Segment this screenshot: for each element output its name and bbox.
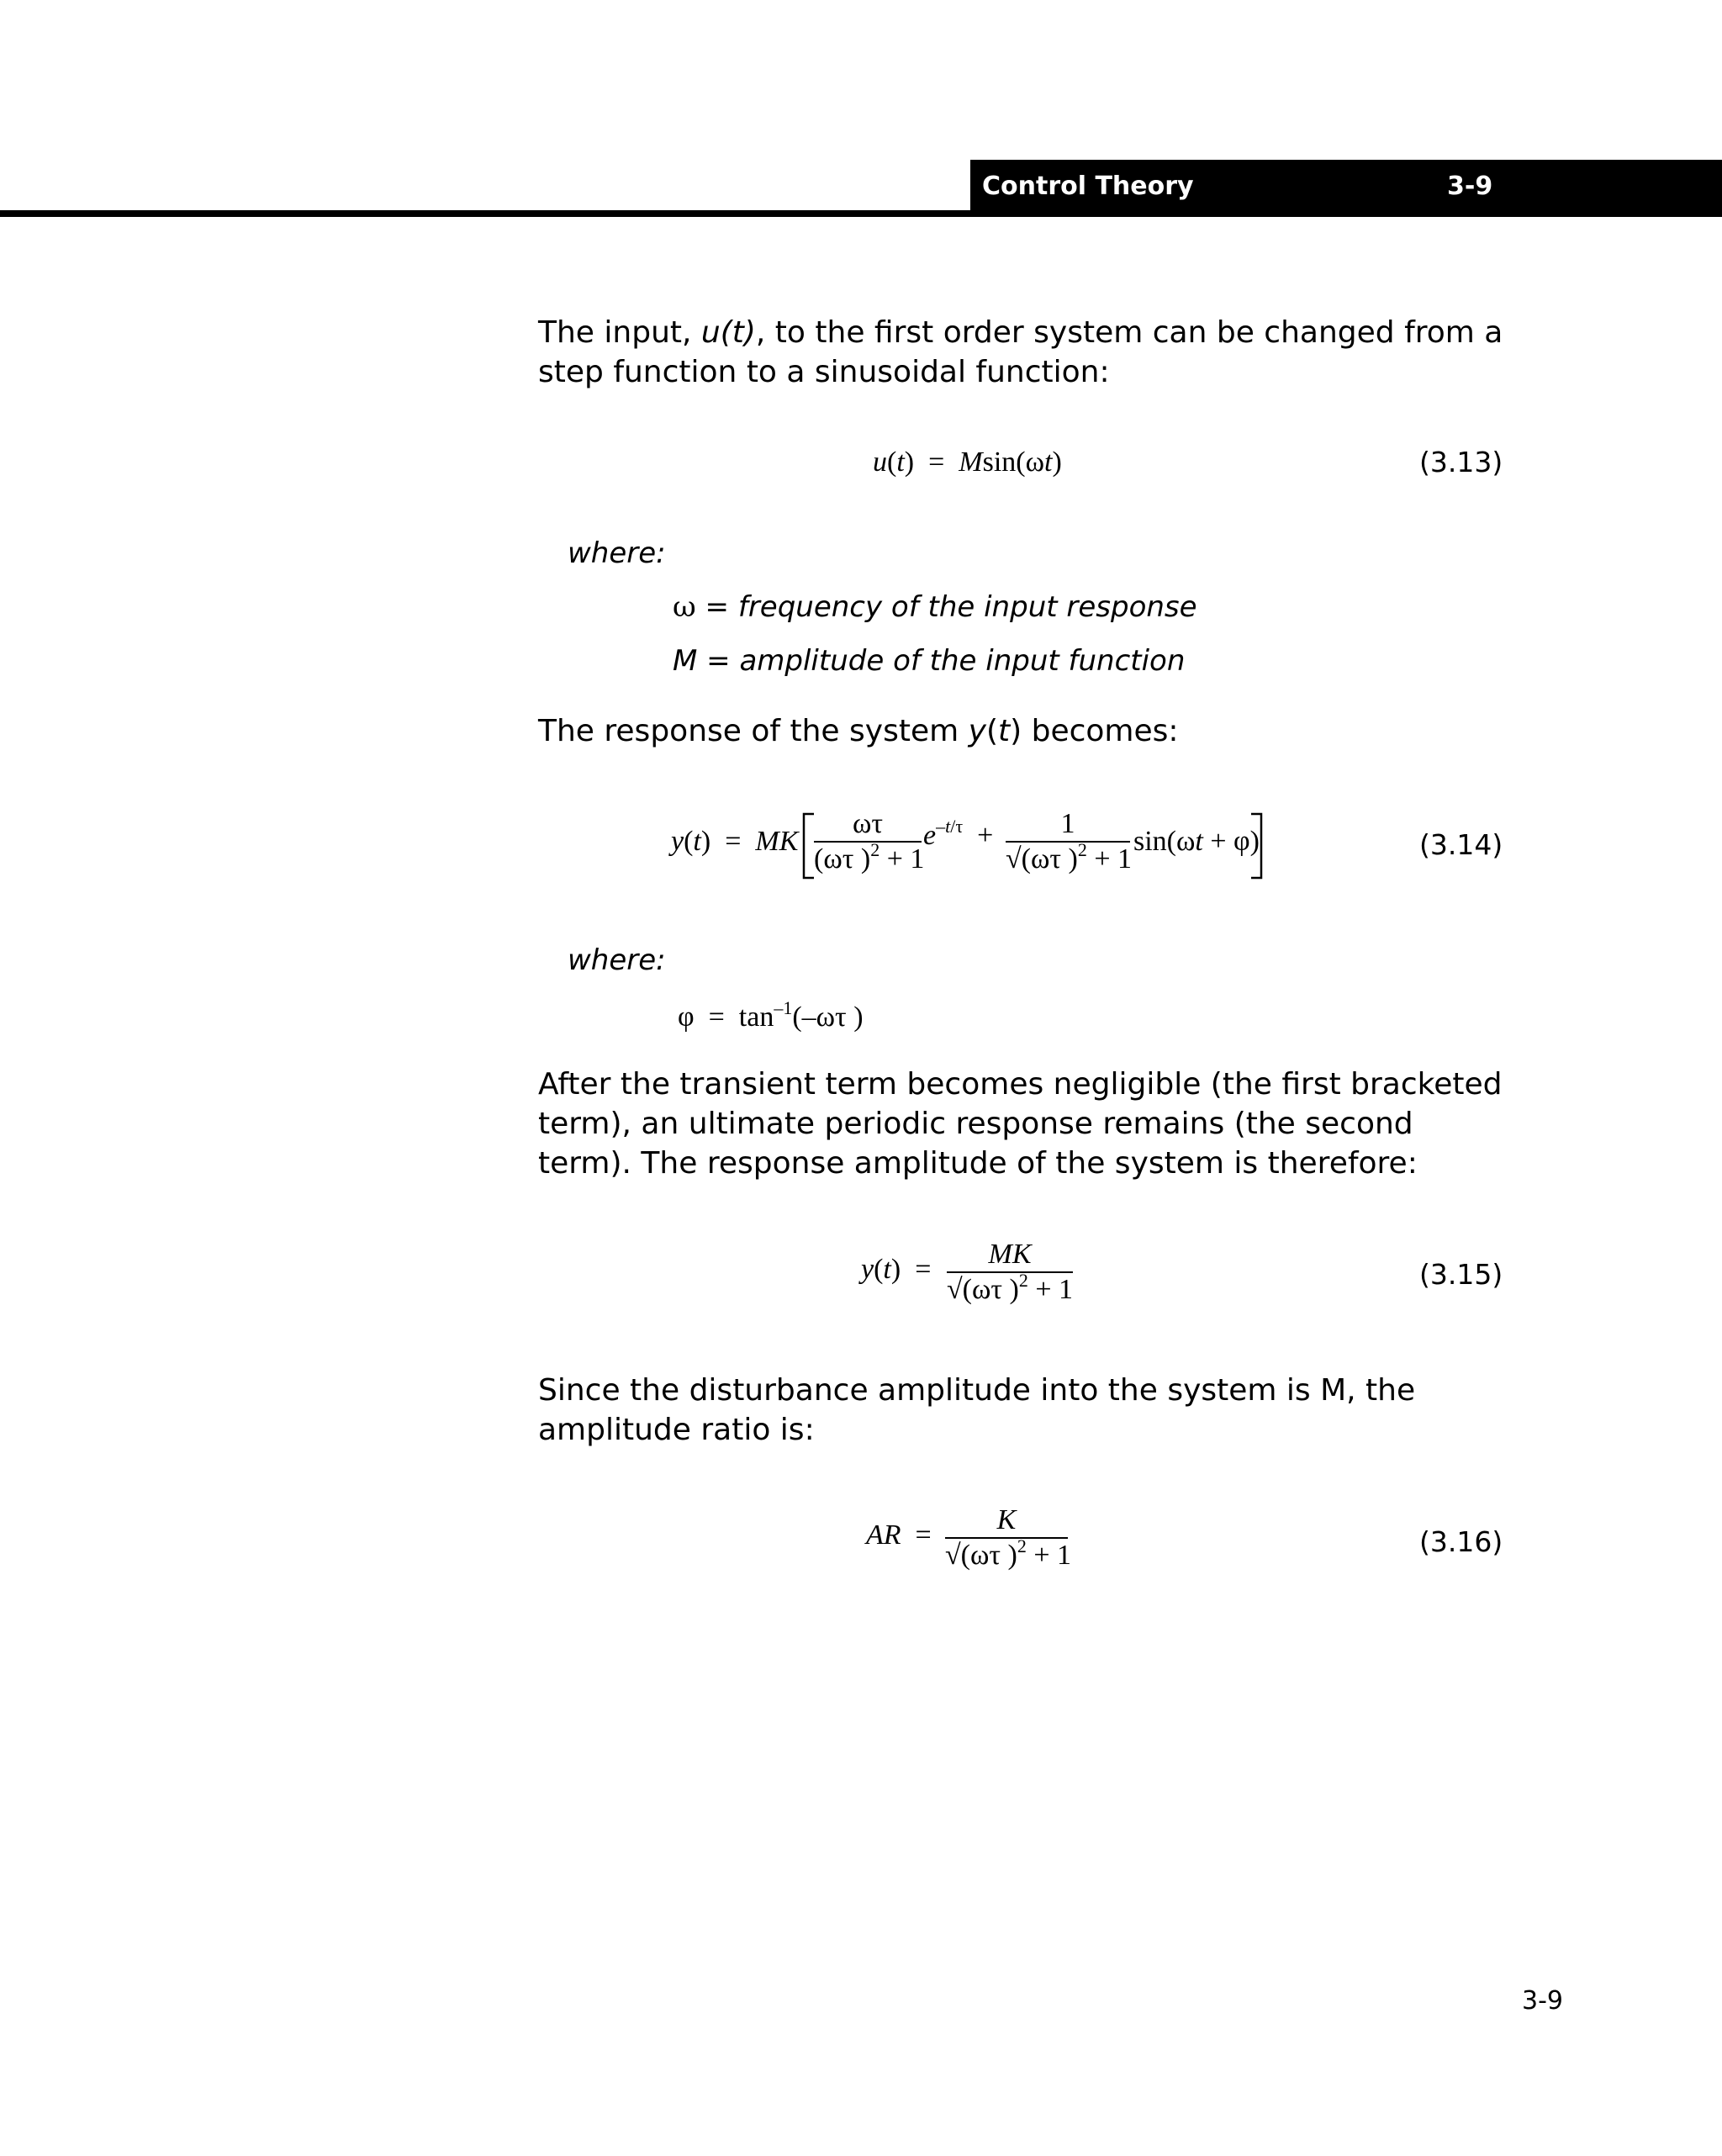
text-y: y [968, 714, 986, 748]
text: The response of the system [538, 714, 969, 748]
document-page: Control Theory 3-9 The input, u(t), to the first order system can be changed from a step function to a sinusoidal function: u(t) = Msin(ωt) (3.13) where: ω = frequency of the input response M = amplitude of the input function The response of the system y(t) becomes: y(t) = MK ωτ (ωτ )$^2$ + 1 $e^{-t/\tau}$ + 1 √(ωτ )$^2$ + 1 sin(ωt + φ) (3.14) where: $\varphi = \tan^{-1}(-\omega\tau$ ) After the transient term becomes negligible (the first bracketed term), an ultimate periodic response remains (the second term). The response amplitude of the system is therefore: y(t) = MK √(ωτ )$^2$ + 1 (3.15) Since the disturbance amplitude into the system is M, the amplitude ratio is: AR = K √(ωτ )$^2$ + 1 (3.16) 3-9 [0, 0, 1722, 2156]
equation-number-3-13: (3.13) [1419, 446, 1503, 478]
definition-omega [673, 590, 1197, 624]
right-bracket [1248, 812, 1265, 880]
text: ( [985, 714, 998, 748]
paragraph-transient: After the transient term becomes negligible (the first bracketed term), an ultimate periodic response remains (the second term). The response amplitude of the system is therefore: [538, 1067, 1503, 1181]
footer-page-number: 3-9 [1522, 1986, 1563, 2016]
header-page-number: 3-9 [1447, 172, 1493, 201]
definition-m [673, 644, 1185, 678]
text-u-of-t: u(t) [700, 315, 756, 350]
text-t: t [997, 714, 1011, 748]
equation-number-3-16: (3.16) [1419, 1525, 1503, 1558]
equation-number-3-15: (3.15) [1419, 1258, 1503, 1291]
text: The input, [538, 315, 701, 350]
omega-symbol: ω [673, 590, 696, 624]
text: ) becomes: [1010, 714, 1179, 748]
header-title: Control Theory [982, 172, 1194, 201]
equation-3-13: u(t) = Msin(ωt) [873, 447, 1062, 478]
header-band [970, 160, 1722, 214]
paragraph-response [538, 711, 1513, 751]
fraction-amplitude: MK √(ωτ )$^2$ + 1 [947, 1239, 1074, 1305]
fraction-ar: K √(ωτ )$^2$ + 1 [945, 1504, 1072, 1571]
text: , to the first order system can be changed from a step function to a sinusoidal function: [538, 315, 1503, 389]
equation-number-3-14: (3.14) [1419, 828, 1503, 861]
m-symbol: M [673, 644, 698, 678]
paragraph-amplitude-ratio: Since the disturbance amplitude into the system is M, the amplitude ratio is: [538, 1373, 1416, 1447]
omega-definition: = frequency of the input response [705, 590, 1197, 624]
where-label-2: where: [568, 943, 666, 977]
where-label: where: [568, 536, 666, 570]
fraction-transient: ωτ (ωτ )$^2$ + 1 [814, 808, 925, 875]
phi-definition: $\varphi = \tan^{-1}(-\omega\tau$ ) [678, 997, 864, 1033]
fraction-periodic: 1 √(ωτ )$^2$ + 1 [1006, 808, 1133, 875]
m-definition: = amplitude of the input function [706, 644, 1186, 678]
header-rule [0, 210, 1722, 217]
paragraph-input [538, 313, 1513, 392]
